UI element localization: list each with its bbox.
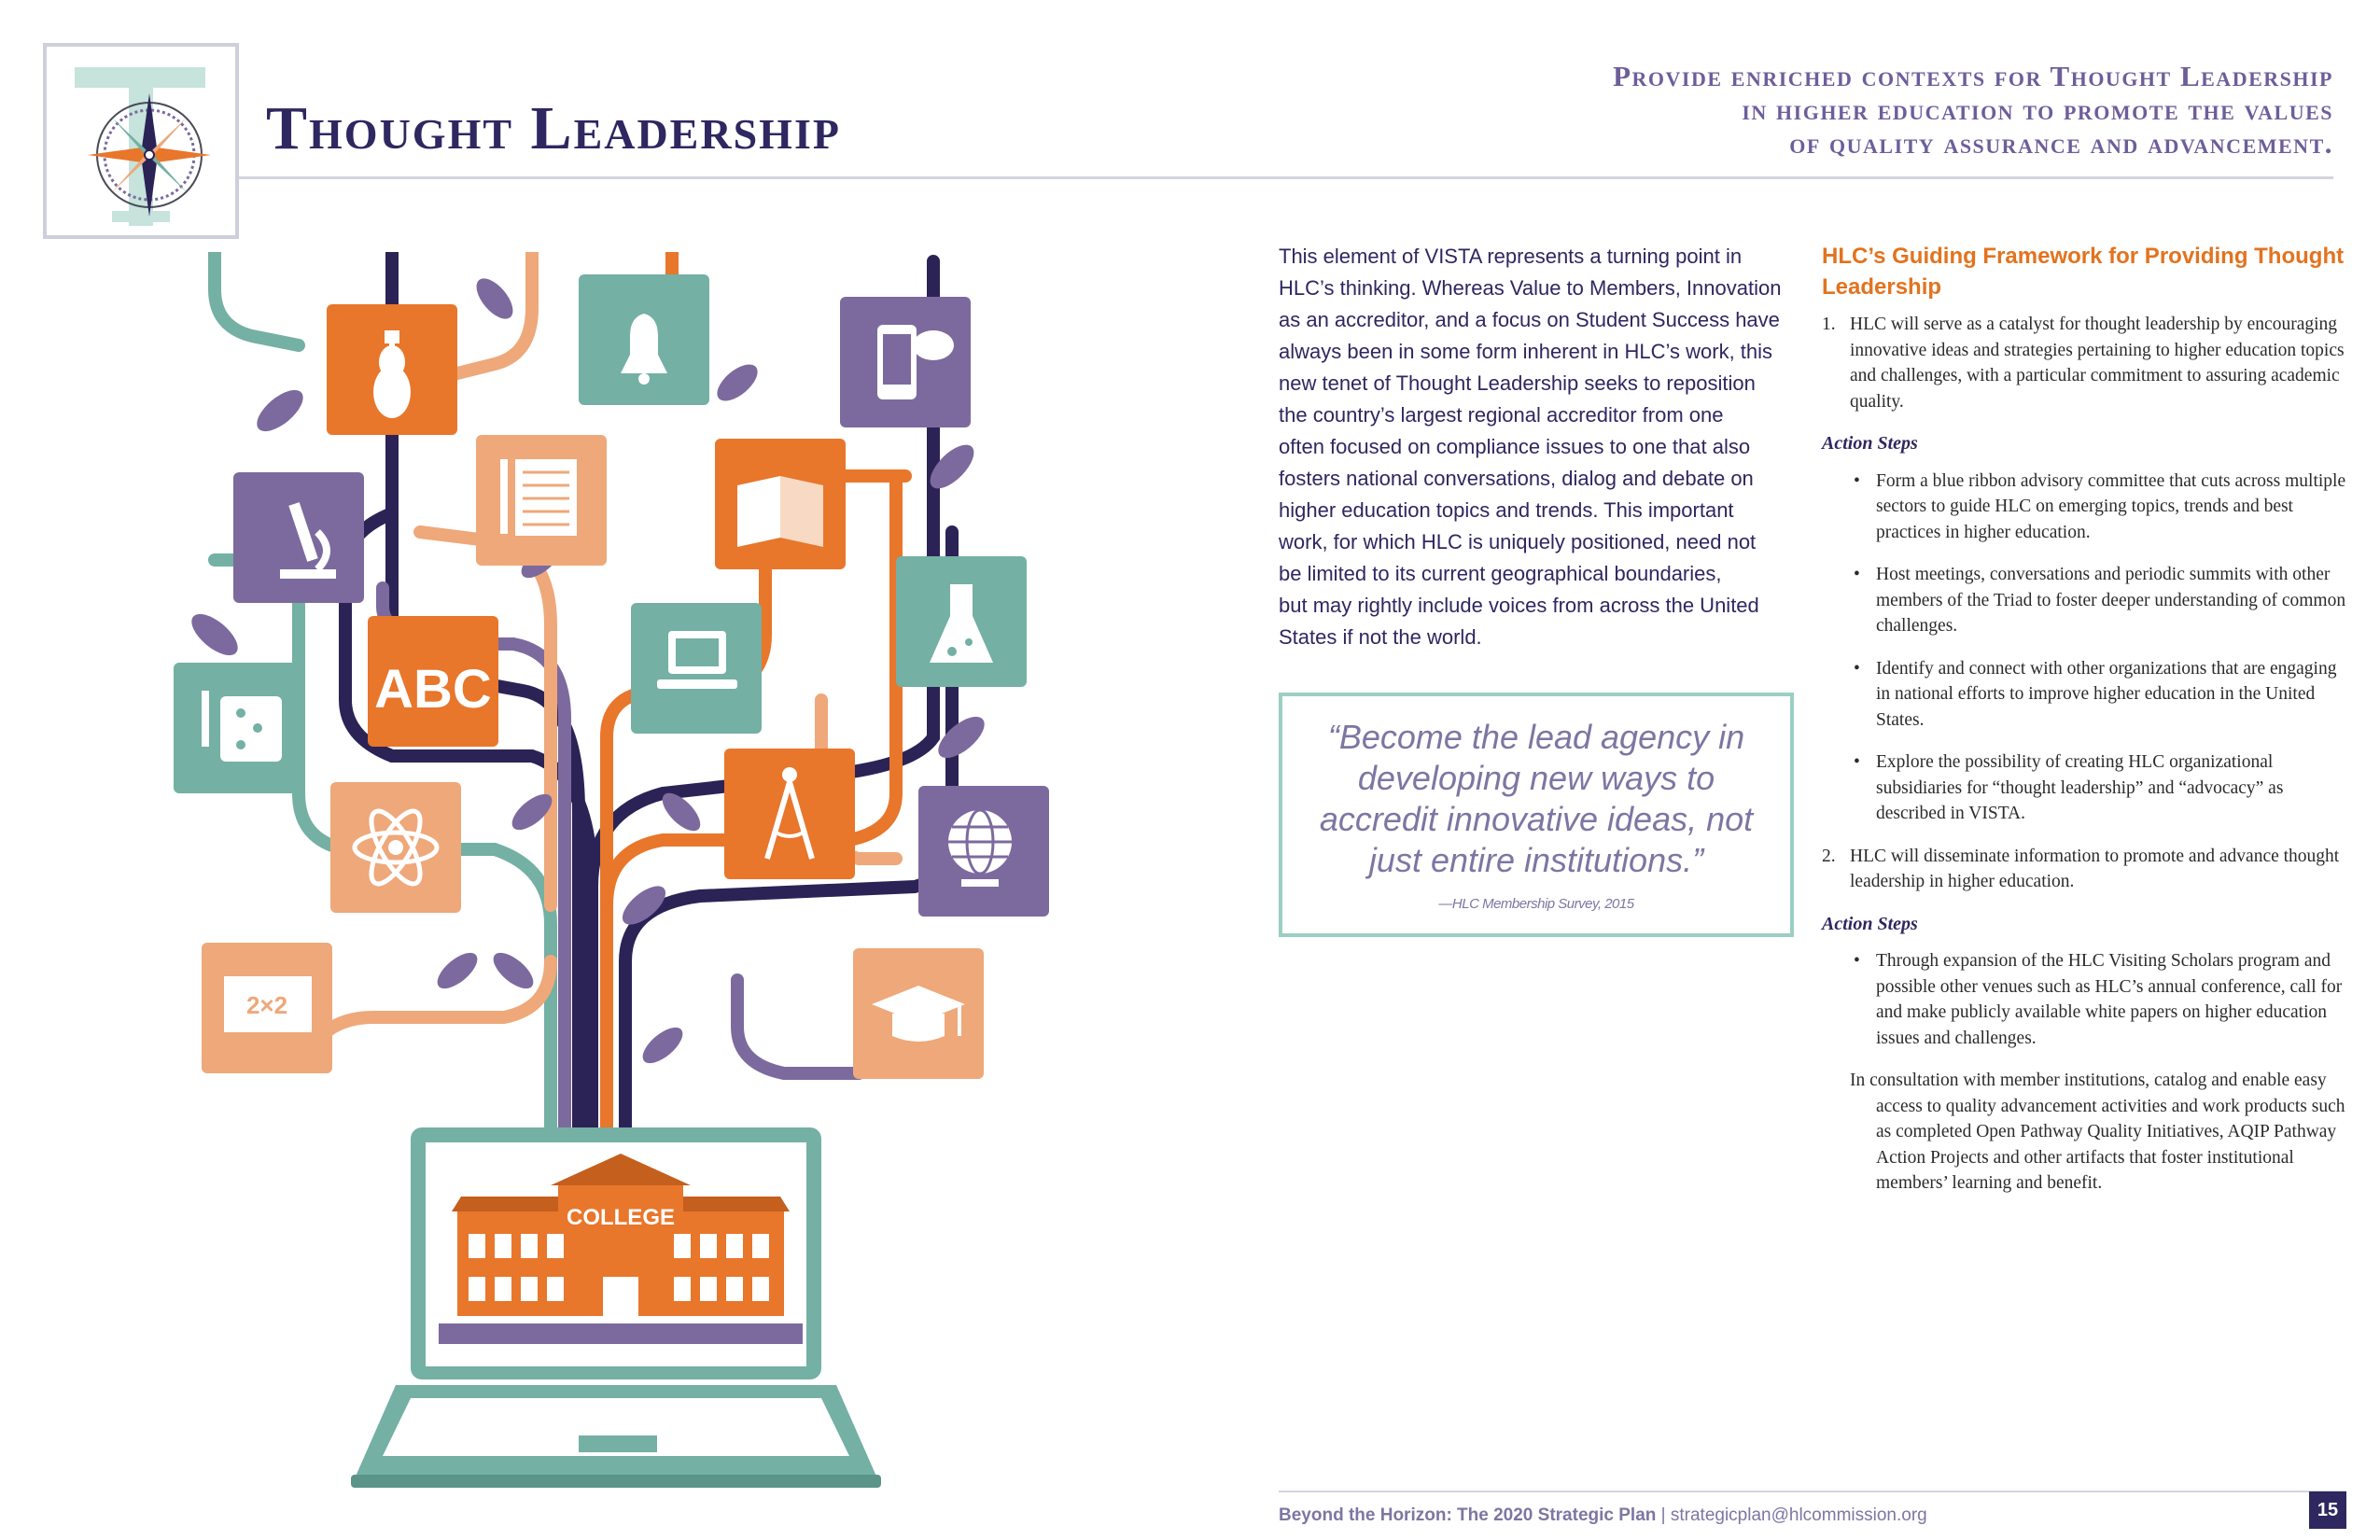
header-divider: [239, 176, 2333, 179]
footer: [1279, 1505, 1927, 1526]
intro-line: new tenet of Thought Leadership seeks to reposition: [1279, 371, 1756, 395]
action-bullet: • Form a blue ribbon advisory committee that cuts across multiple sectors to guide HLC on emerging topics, trends and best practices in higher education.: [1854, 470, 2346, 542]
goal-item: [1822, 312, 2346, 414]
microscope-icon: [233, 472, 364, 603]
intro-line: but may rightly include voices from across the United: [1279, 594, 1759, 617]
notepad-icon: [476, 435, 607, 566]
college-label: COLLEGE: [566, 1205, 676, 1230]
action-bullet: • Through expansion of the HLC Visiting Scholars program and possible other venues such as HLC’s annual conference, call for and make publicly available white papers on higher education issues and challenges.: [1854, 951, 2343, 1048]
laptop-icon: [631, 603, 762, 734]
intro-line: often focused on compliance issues to one that also: [1279, 435, 1751, 458]
quote-line: just entire institutions.”: [1368, 841, 1704, 879]
knowledge-tree-illustration: [140, 252, 1064, 1493]
action-bullet: • Explore the possibility of creating HLC organizational subsidiaries for “thought leadership” and “advocacy” as described in VISTA.: [1854, 752, 2284, 823]
book-icon: [715, 439, 846, 569]
action-bullet: • Host meetings, conversations and periodic summits with other members of the Triad to foster deeper understanding of common challenges.: [1854, 565, 2346, 636]
logo: [43, 43, 239, 239]
goal-text: HLC will disseminate information to promote and advance thought leadership in higher education.: [1850, 846, 2340, 891]
intro-line: HLC’s thinking. Whereas Value to Members, Innovation: [1279, 276, 1782, 300]
page-number: 15: [2309, 1491, 2346, 1529]
abc-label: ABC: [374, 659, 492, 720]
intro-line: States if not the world.: [1279, 625, 1482, 649]
bullet-text: Identify and connect with other organizations that are engaging in national efforts to improve higher education in the United States.: [1876, 658, 2337, 730]
framework-heading: HLC’s Guiding Framework for Providing Thought Leadership: [1822, 244, 2345, 300]
framework-column: [1822, 241, 2346, 1197]
intro-line: always been in some form inherent in HLC’s work, this: [1279, 340, 1773, 363]
intro-line: be limited to its current geographical boundaries,: [1279, 562, 1722, 585]
goal-item: [1822, 844, 2346, 895]
quote-text: [1305, 717, 1768, 881]
violin-icon: [327, 304, 457, 435]
footer-plan-title: Beyond the Horizon: The 2020 Strategic Plan: [1279, 1505, 1657, 1525]
bell-icon: [579, 274, 709, 405]
intro-line: the country’s largest regional accreditor from one: [1279, 403, 1724, 427]
goal-number: 1.: [1822, 315, 1836, 334]
tagline-line: in higher education to promote the values: [1742, 93, 2333, 126]
atom-icon: [330, 782, 461, 913]
page-title: Thought Leadership: [266, 94, 841, 162]
footer-email-link[interactable]: strategicplan@hlcommission.org: [1670, 1505, 1927, 1525]
flask-icon: [896, 556, 1027, 687]
chalkboard-icon: [202, 943, 332, 1073]
quote-line: “Become the lead agency in: [1327, 718, 1745, 756]
quote-line: accredit innovative ideas, not: [1319, 800, 1754, 838]
bullet-text: Through expansion of the HLC Visiting Scholars program and possible other venues such as HLC’s annual conference, call for and make publicly available white papers on higher education issues and challenges.: [1876, 951, 2343, 1048]
intro-line: higher education topics and trends. This important: [1279, 498, 1734, 522]
tagline: [1400, 60, 2333, 161]
globe-icon: [918, 786, 1049, 917]
bullet-text: Form a blue ribbon advisory committee that cuts across multiple sectors to guide HLC on emerging topics, trends and best practices in higher education.: [1876, 470, 2346, 542]
quote-line: developing new ways to: [1357, 759, 1715, 797]
action-steps-label: Action Steps: [1822, 913, 1918, 934]
goal-text: HLC will serve as a catalyst for thought leadership by encouraging innovative ideas and strategies pertaining to higher education topics and challenges, with a particular commitment to assuring academic quality.: [1850, 315, 2345, 412]
compass-tool-icon: [724, 749, 855, 879]
tagline-line: Provide enriched contexts for Thought Leadership: [1613, 60, 2333, 92]
compass-rose-logo-icon: [47, 47, 235, 235]
abc-blocks-icon: [368, 616, 498, 747]
quote-source: —HLC Membership Survey, 2015: [1438, 896, 1634, 912]
graduation-cap-icon: [853, 948, 984, 1079]
intro-line: fosters national conversations, dialog and debate on: [1279, 467, 1754, 490]
bullet-text: Host meetings, conversations and periodic summits with other members of the Triad to foster deeper understanding of common challenges.: [1876, 565, 2346, 636]
closing-paragraph: In consultation with member institutions, catalog and enable easy access to quality advancement activities and work products such as completed Open Pathway Quality Initiatives, AQIP Pathway Action Projects and other artifacts that foster institutional members’ learning and benefit.: [1850, 1071, 2345, 1193]
action-steps-label: Action Steps: [1822, 433, 1918, 454]
action-bullet: • Identify and connect with other organizations that are engaging in national efforts to improve higher education in the United States.: [1854, 658, 2337, 730]
footer-divider: [1279, 1491, 2346, 1492]
intro-line: as an accreditor, and a focus on Student Success have: [1279, 308, 1780, 331]
phone-chat-icon: [840, 297, 971, 427]
tagline-line: of quality assurance and advancement.: [1789, 127, 2333, 160]
intro-line: work, for which HLC is uniquely positioned, need not: [1279, 530, 1757, 553]
bullet-text: Explore the possibility of creating HLC organizational subsidiaries for “thought leadership” and “advocacy” as described in VISTA.: [1876, 752, 2284, 823]
intro-line: This element of VISTA represents a turning point in: [1279, 245, 1743, 268]
footer-separator: |: [1660, 1505, 1666, 1525]
pull-quote: [1279, 693, 1794, 937]
intro-paragraph: [1279, 241, 1787, 653]
paint-palette-icon: [174, 663, 304, 793]
goal-number: 2.: [1822, 846, 1836, 866]
math-label: 2×2: [245, 991, 288, 1019]
